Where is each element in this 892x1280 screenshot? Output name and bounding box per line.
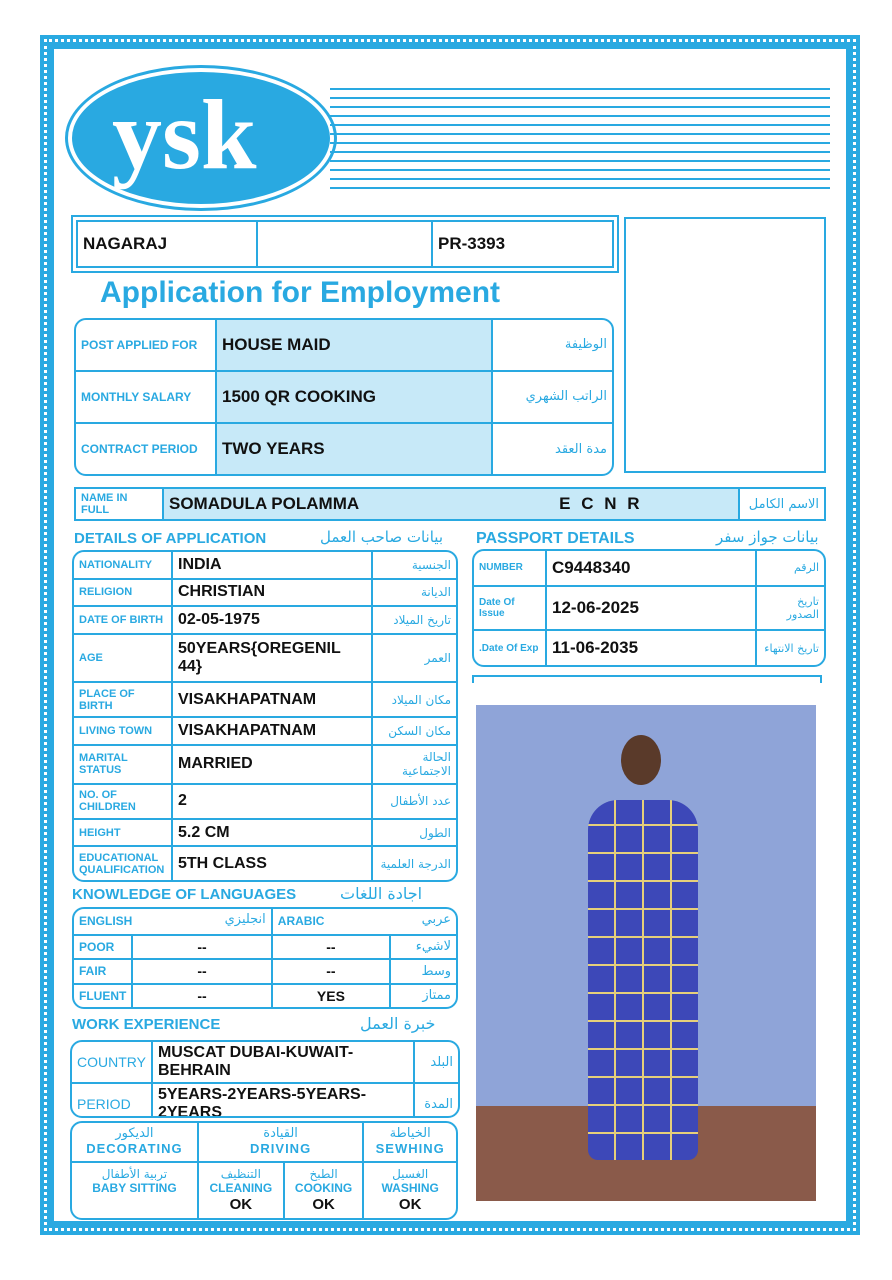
passport-label: Date Of Issue — [474, 586, 546, 630]
arabic-header: ARABIC — [277, 914, 325, 929]
saree — [588, 800, 698, 1160]
detail-value: VISAKHAPATNAM — [172, 717, 372, 745]
language-level: FAIR — [74, 959, 132, 984]
salary-row — [76, 371, 612, 424]
full-name-ar: الاسم الكامل — [739, 488, 825, 520]
skill-status: OK — [229, 1195, 253, 1213]
skill-status: OK — [398, 1195, 422, 1213]
detail-label: PLACE OF BIRTH — [74, 682, 172, 717]
applicant-short-name: NAGARAJ — [77, 221, 257, 267]
detail-row — [74, 579, 456, 607]
passport-label: .Date Of Exp — [474, 630, 546, 665]
passport-row — [474, 551, 824, 586]
language-row — [74, 935, 456, 960]
skill-ar: الديكور — [115, 1125, 154, 1141]
languages-table — [72, 907, 458, 1009]
skill-cell — [284, 1162, 364, 1218]
language-row — [74, 984, 456, 1007]
detail-row — [74, 634, 456, 683]
detail-value: 5.2 CM — [172, 819, 372, 847]
detail-ar: الحالة الاجتماعية — [372, 745, 456, 784]
detail-ar: مكان السكن — [372, 717, 456, 745]
skill-label: COOKING — [294, 1180, 353, 1195]
detail-value: MARRIED — [172, 745, 372, 784]
skill-status — [75, 1196, 194, 1213]
skill-ar: الخياطة — [389, 1125, 431, 1141]
detail-ar: مكان الميلاد — [372, 682, 456, 717]
skill-label: BABY SITTING — [92, 1180, 177, 1195]
work-label: PERIOD — [72, 1083, 152, 1118]
full-name-row — [74, 487, 826, 521]
passport-ar: الرقم — [756, 551, 824, 586]
passport-label: NUMBER — [474, 551, 546, 586]
passport-title: PASSPORT DETAILS — [476, 530, 635, 547]
detail-label: NO. OF CHILDREN — [74, 784, 172, 819]
detail-row — [74, 846, 456, 880]
logo-text: ysk — [112, 79, 257, 190]
work-table — [70, 1040, 460, 1118]
skill-ar: الغسيل — [392, 1166, 429, 1181]
detail-ar: الدرجة العلمية — [372, 846, 456, 880]
salary-ar: الراتب الشهري — [492, 371, 612, 424]
detail-label: NATIONALITY — [74, 552, 172, 579]
language-header-row — [74, 909, 456, 935]
skills-row-bottom — [72, 1162, 456, 1218]
language-level-ar: ممتاز — [390, 984, 456, 1007]
reference-number: PR-3393 — [432, 221, 613, 267]
detail-ar: العمر — [372, 634, 456, 683]
language-level: FLUENT — [74, 984, 132, 1007]
divider — [472, 675, 822, 683]
detail-ar: الطول — [372, 819, 456, 847]
applicant-photo — [476, 705, 816, 1201]
skill-cell — [198, 1123, 363, 1162]
detail-value: INDIA — [172, 552, 372, 579]
detail-ar: عدد الأطفال — [372, 784, 456, 819]
detail-row — [74, 606, 456, 634]
work-ar-title: خبرة العمل — [360, 1014, 436, 1033]
detail-label: AGE — [74, 634, 172, 683]
work-value: 5YEARS-2YEARS-5YEARS-2YEARS — [152, 1083, 414, 1118]
passport-table — [472, 549, 826, 667]
english-level: -- — [132, 935, 271, 960]
detail-value: 50YEARS{OREGENIL 44} — [172, 634, 372, 683]
salary-label: MONTHLY SALARY — [76, 371, 216, 424]
full-name-text: SOMADULA POLAMMA — [169, 494, 360, 513]
detail-label: RELIGION — [74, 579, 172, 607]
skill-ar: الطبخ — [309, 1166, 338, 1181]
arabic-level: YES — [272, 984, 390, 1007]
detail-ar: الديانة — [372, 579, 456, 607]
work-title: WORK EXPERIENCE — [72, 1016, 221, 1033]
ecnr-status: E C N R — [559, 494, 643, 513]
detail-value: 5TH CLASS — [172, 846, 372, 880]
passport-value: 11-06-2035 — [546, 630, 756, 665]
skill-ar: القيادة — [263, 1125, 298, 1141]
work-row — [72, 1042, 458, 1083]
language-level-ar: لاشيء — [390, 935, 456, 960]
detail-row — [74, 819, 456, 847]
skill-cell — [72, 1123, 198, 1162]
work-row — [72, 1083, 458, 1118]
full-name-label: NAME IN FULL — [75, 488, 163, 520]
contract-ar: مدة العقد — [492, 423, 612, 474]
arabic-ar: عربي — [421, 912, 451, 928]
detail-label: DATE OF BIRTH — [74, 606, 172, 634]
detail-row — [74, 717, 456, 745]
detail-row — [74, 552, 456, 579]
detail-value: 2 — [172, 784, 372, 819]
post-value: HOUSE MAID — [216, 320, 492, 371]
skill-status: OK — [312, 1195, 335, 1213]
post-table — [74, 318, 614, 476]
post-ar: الوظيفة — [492, 320, 612, 371]
skill-label: CLEANING — [209, 1180, 273, 1195]
page-title: Application for Employment — [100, 276, 501, 309]
details-title: DETAILS OF APPLICATION — [74, 530, 267, 547]
english-ar: انجليزي — [224, 912, 266, 928]
skill-cell — [198, 1162, 284, 1218]
photo-box-empty — [624, 217, 826, 473]
details-ar-title: بيانات صاحب العمل — [320, 528, 443, 546]
skills-table — [70, 1121, 458, 1220]
languages-ar-title: اجادة اللغات — [340, 884, 423, 903]
detail-row — [74, 745, 456, 784]
head — [621, 735, 661, 785]
detail-value: VISAKHAPATNAM — [172, 682, 372, 717]
detail-ar: تاريخ الميلاد — [372, 606, 456, 634]
contract-value: TWO YEARS — [216, 423, 492, 474]
work-label: COUNTRY — [72, 1042, 152, 1083]
detail-label: LIVING TOWN — [74, 717, 172, 745]
language-level-ar: وسط — [390, 959, 456, 984]
contract-label: CONTRACT PERIOD — [76, 423, 216, 474]
arabic-level: -- — [272, 959, 390, 984]
skill-label: DRIVING — [250, 1140, 312, 1156]
language-level: POOR — [74, 935, 132, 960]
skills-row-top — [72, 1123, 456, 1162]
detail-value: 02-05-1975 — [172, 606, 372, 634]
skill-cell — [72, 1162, 198, 1218]
passport-value: C9448340 — [546, 551, 756, 586]
skill-label: SEWHING — [375, 1140, 445, 1156]
skill-cell — [363, 1162, 456, 1218]
passport-row — [474, 586, 824, 630]
skill-ar: التنظيف — [220, 1166, 261, 1181]
english-level: -- — [132, 959, 271, 984]
work-ar: البلد — [414, 1042, 458, 1083]
passport-ar: تاريخ الصدور — [756, 586, 824, 630]
detail-label: MARITAL STATUS — [74, 745, 172, 784]
contract-row — [76, 423, 612, 474]
detail-value: CHRISTIAN — [172, 579, 372, 607]
passport-ar-title: بيانات جواز سفر — [716, 528, 819, 546]
header-lines — [330, 88, 830, 196]
detail-label: HEIGHT — [74, 819, 172, 847]
passport-row — [474, 630, 824, 665]
header-ref-table — [76, 220, 614, 268]
post-label: POST APPLIED FOR — [76, 320, 216, 371]
skill-cell — [363, 1123, 456, 1162]
english-level: -- — [132, 984, 271, 1007]
english-header: ENGLISH — [79, 914, 133, 929]
passport-value: 12-06-2025 — [546, 586, 756, 630]
details-table — [72, 550, 458, 882]
skill-label: WASHING — [381, 1180, 439, 1195]
detail-row — [74, 784, 456, 819]
detail-ar: الجنسية — [372, 552, 456, 579]
languages-title: KNOWLEDGE OF LANGUAGES — [72, 886, 297, 903]
language-row — [74, 959, 456, 984]
work-ar: المدة — [414, 1083, 458, 1118]
skill-label: DECORATING — [86, 1140, 183, 1156]
detail-label: EDUCATIONAL QUALIFICATION — [74, 846, 172, 880]
post-row — [76, 320, 612, 371]
work-value: MUSCAT DUBAI-KUWAIT-BEHRAIN — [152, 1042, 414, 1083]
detail-row — [74, 682, 456, 717]
full-name-value — [163, 488, 739, 520]
skill-ar: تربية الأطفال — [101, 1167, 168, 1182]
passport-ar: تاريخ الانتهاء — [756, 630, 824, 665]
arabic-level: -- — [272, 935, 390, 960]
ysk-logo — [68, 68, 334, 208]
salary-value: 1500 QR COOKING — [216, 371, 492, 424]
